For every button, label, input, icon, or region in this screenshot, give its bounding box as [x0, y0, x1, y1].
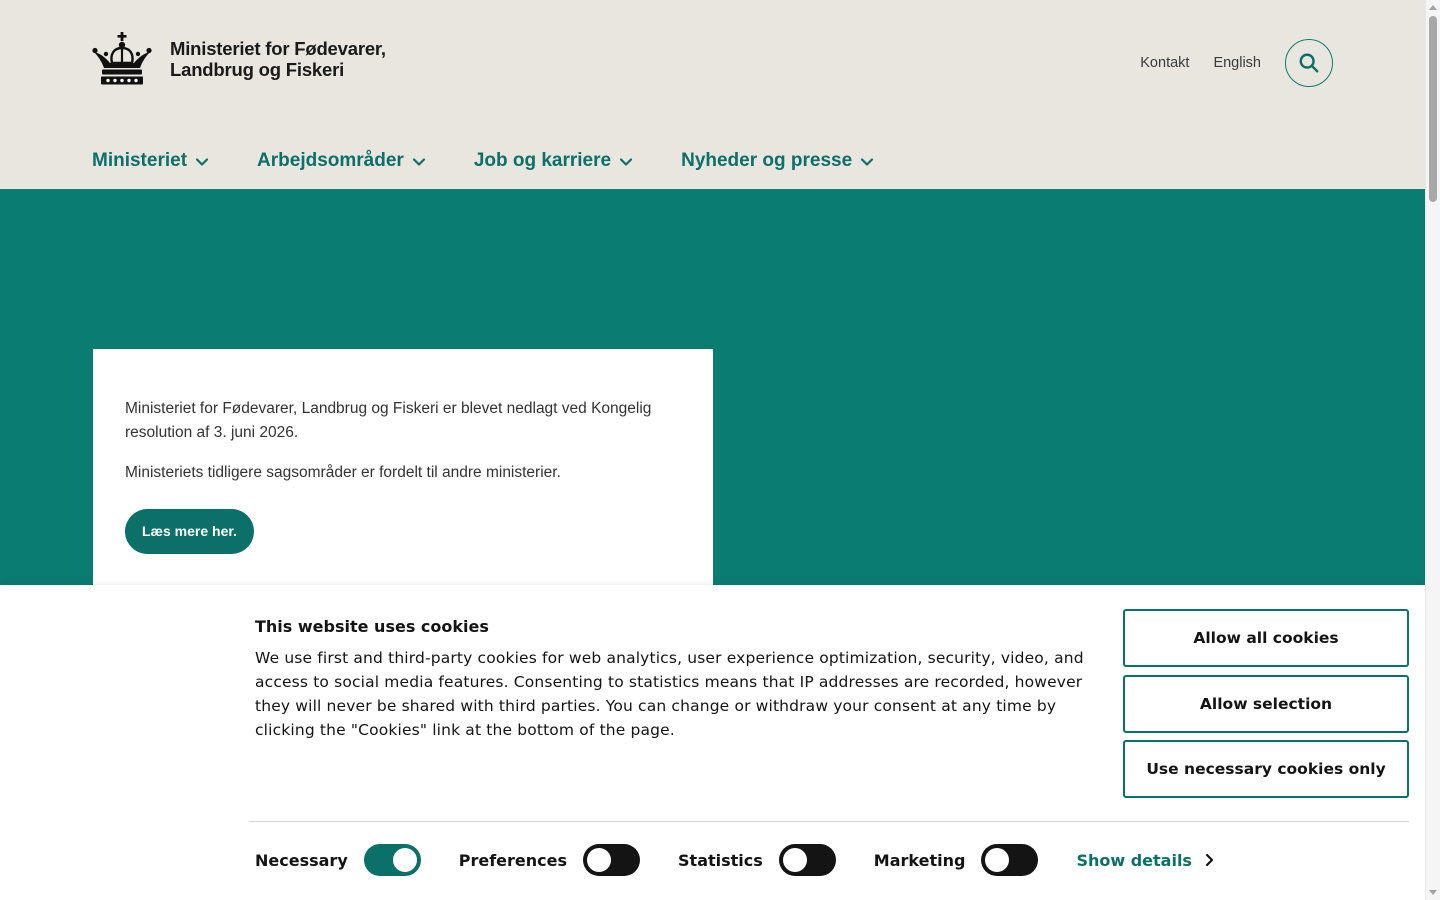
logo-text-line-2: Landbrug og Fiskeri: [170, 59, 345, 80]
necessary-cookies-only-button[interactable]: Use necessary cookies only: [1123, 740, 1409, 798]
cookie-banner: [0, 585, 1425, 900]
nav-item-label: Arbejdsområder: [257, 150, 404, 171]
chevron-down-icon: [412, 155, 426, 169]
page-scrollbar[interactable]: [1425, 0, 1440, 900]
logo-text: [170, 38, 386, 80]
scroll-down-arrow-icon[interactable]: [1429, 890, 1437, 895]
toggle-group-necessary: [255, 844, 421, 876]
nav-item-nyheder-og-presse[interactable]: [681, 150, 874, 172]
toggle-knob: [985, 848, 1009, 872]
notice-paragraph-2: Ministeriets tidligere sagsområder er fordelt til andre ministerier.: [125, 464, 561, 481]
allow-selection-button[interactable]: Allow selection: [1123, 675, 1409, 733]
toggle-label-statistics: Statistics: [678, 850, 763, 870]
nav-item-label: Ministeriet: [92, 150, 188, 171]
toggle-statistics[interactable]: [779, 844, 836, 876]
toggle-group-marketing: [874, 844, 1039, 876]
nav-item-arbejdsomraader[interactable]: [257, 150, 426, 172]
notice-card: [93, 349, 713, 585]
chevron-down-icon: [195, 155, 209, 169]
chevron-down-icon: [860, 155, 874, 169]
search-button[interactable]: [1285, 39, 1333, 87]
chevron-right-icon: [1204, 853, 1214, 867]
english-link[interactable]: English: [1213, 55, 1261, 71]
contact-link[interactable]: Kontakt: [1140, 55, 1190, 71]
read-more-button[interactable]: Læs mere her.: [125, 509, 254, 554]
cookie-banner-text: We use first and third-party cookies for web analytics, user experience optimization, security, video, and access to social media features. Consenting to statistics means that IP addresses are recorded, however they will never be shared with third parties. You can change or withdraw your consent at any time by clicking the "Cookies" link at the bottom of the page.: [255, 649, 1084, 739]
scroll-up-arrow-icon[interactable]: [1429, 5, 1437, 10]
cookie-toggle-row: [255, 844, 1214, 876]
show-details-label: Show details: [1076, 850, 1192, 870]
scrollbar-thumb[interactable]: [1429, 16, 1437, 202]
nav-item-ministeriet[interactable]: [92, 150, 209, 172]
utility-links: [1140, 39, 1333, 87]
toggle-preferences[interactable]: [583, 844, 640, 876]
nav-item-label: Job og karriere: [473, 150, 612, 171]
search-icon: [1298, 52, 1320, 74]
chevron-down-icon: [619, 155, 633, 169]
nav-item-job-og-karriere[interactable]: [474, 150, 633, 172]
cookie-banner-title: This website uses cookies: [255, 617, 489, 636]
cookie-divider: [249, 821, 1409, 822]
logo-text-line-1: Ministeriet for Fødevarer,: [170, 38, 386, 59]
show-details-link[interactable]: [1076, 851, 1214, 870]
site-logo[interactable]: [92, 32, 386, 86]
allow-all-cookies-button[interactable]: Allow all cookies: [1123, 609, 1409, 667]
toggle-knob: [783, 848, 807, 872]
site-header: [0, 0, 1425, 189]
toggle-label-marketing: Marketing: [873, 850, 966, 870]
main-navigation: [92, 150, 922, 172]
toggle-marketing[interactable]: [981, 844, 1038, 876]
nav-item-label: Nyheder og presse: [681, 150, 853, 171]
toggle-label-preferences: Preferences: [458, 850, 568, 870]
toggle-group-statistics: [678, 844, 836, 876]
toggle-necessary[interactable]: [364, 844, 421, 876]
toggle-knob: [393, 848, 417, 872]
toggle-group-preferences: [459, 844, 640, 876]
notice-paragraph-1: Ministeriet for Fødevarer, Landbrug og Fiskeri er blevet nedlagt ved Kongelig resolution af 3. juni 2026.: [125, 400, 652, 441]
toggle-label-necessary: Necessary: [255, 850, 348, 870]
hero-section: [0, 189, 1425, 585]
toggle-knob: [587, 848, 611, 872]
crown-icon: [92, 32, 152, 86]
